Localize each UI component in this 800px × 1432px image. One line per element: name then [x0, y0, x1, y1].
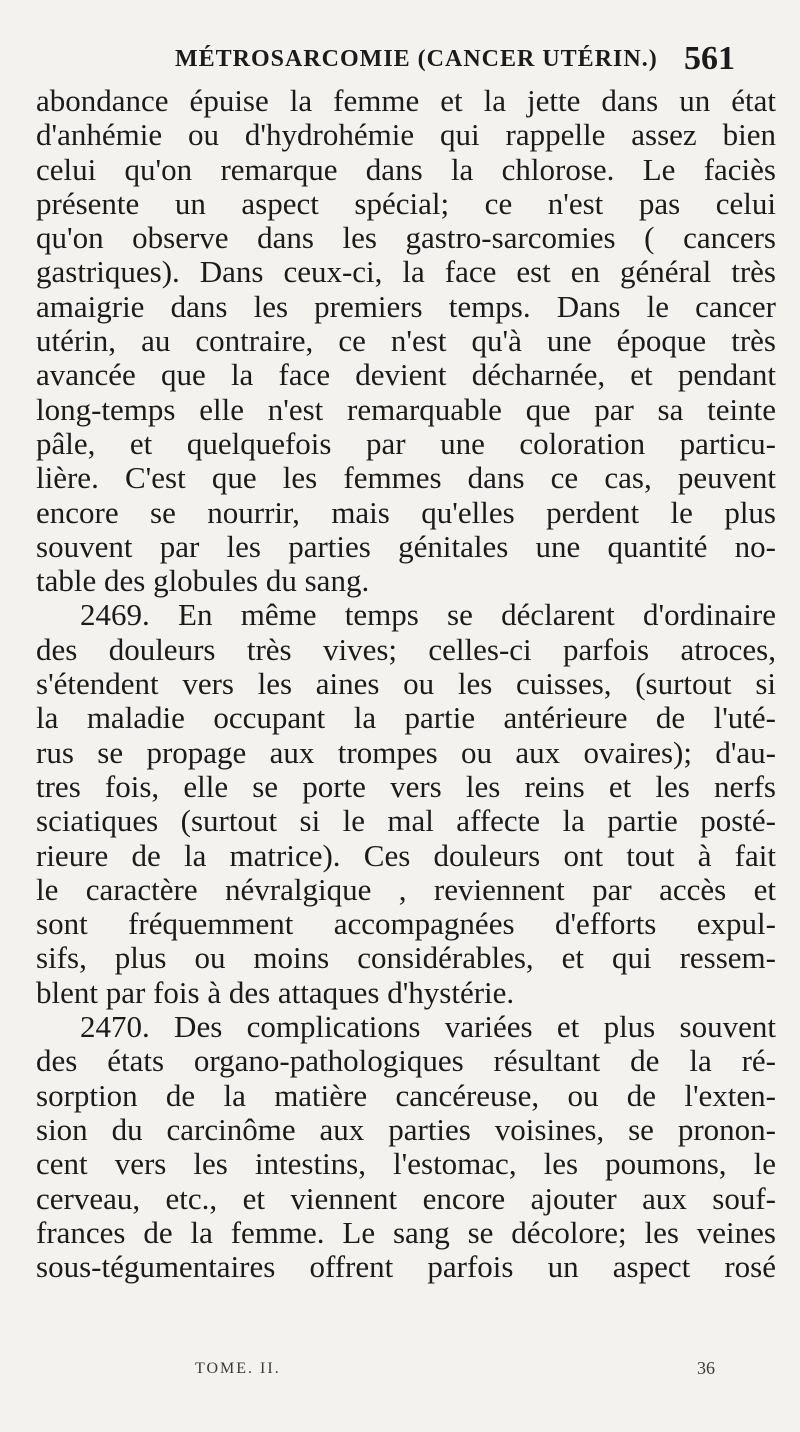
text-line: sorption de la matière cancéreuse, ou de l'exten- — [36, 1078, 776, 1113]
text-line: blent par fois à des attaques d'hystérie. — [36, 975, 515, 1010]
text-line: sont fréquemment accompagnées d'efforts expul- — [36, 907, 776, 942]
text-line: encore se nourrir, mais qu'elles perdent le plus — [36, 495, 776, 530]
paragraph-start-2469: 2469. En même temps se déclarent d'ordinaire — [80, 598, 776, 633]
text-line: sion du carcinôme aux parties voisines, se pronon- — [36, 1112, 776, 1147]
text-line: long-temps elle n'est remarquable que par sa teinte — [36, 392, 776, 427]
running-head — [175, 40, 735, 84]
text-line: rieure de la matrice). Ces douleurs ont tout à fait — [36, 838, 776, 873]
text-line: frances de la femme. Le sang se décolore; les veines — [36, 1215, 776, 1250]
text-line: avancée que la face devient décharnée, et pendant — [36, 358, 776, 393]
text-line: table des globules du sang. — [36, 564, 370, 599]
text-line: celui qu'on remarque dans la chlorose. Le faciès — [36, 152, 776, 187]
text-line: des douleurs très vives; celles-ci parfois atroces, — [36, 632, 776, 667]
text-line: lière. C'est que les femmes dans ce cas, peuvent — [36, 461, 776, 496]
text-line: gastriques). Dans ceux-ci, la face est en général très — [36, 255, 776, 290]
text-line: cent vers les intestins, l'estomac, les poumons, le — [36, 1147, 776, 1182]
text-line: utérin, au contraire, ce n'est qu'à une époque très — [36, 324, 776, 359]
text-line: sciatiques (surtout si le mal affecte la partie posté- — [36, 804, 776, 839]
text-line: abondance épuise la femme et la jette dans un état — [36, 84, 776, 118]
text-line: présente un aspect spécial; ce n'est pas celui — [36, 186, 776, 221]
text-line: tres fois, elle se porte vers les reins et les nerfs — [36, 769, 776, 804]
signature-mark: 36 — [697, 1358, 715, 1378]
page-footer — [195, 1360, 715, 1384]
text-line: qu'on observe dans les gastro-sarcomies ( cancers — [36, 221, 776, 256]
text-line: sous-tégumentaires offrent parfois un aspect rosé — [36, 1250, 776, 1285]
text-line: rus se propage aux trompes ou aux ovaires); d'au- — [36, 735, 776, 770]
text-line: cerveau, etc., et viennent encore ajouter aux souf- — [36, 1181, 776, 1216]
text-line: la maladie occupant la partie antérieure de l'uté- — [36, 701, 776, 736]
text-line: le caractère névralgique , reviennent par accès et — [36, 872, 776, 907]
running-title: MÉTROSARCOMIE (CANCER UTÉRIN.) — [175, 46, 658, 72]
text-line: souvent par les parties génitales une quantité no- — [36, 529, 776, 564]
text-line: amaigrie dans les premiers temps. Dans le cancer — [36, 289, 776, 324]
text-line: pâle, et quelquefois par une coloration particu- — [36, 426, 776, 461]
text-line: des états organo-pathologiques résultant de la ré- — [36, 1044, 776, 1079]
body-text — [36, 84, 776, 1284]
text-line: d'anhémie ou d'hydrohémie qui rappelle assez bien — [36, 118, 776, 153]
page-number: 561 — [684, 40, 735, 77]
paragraph-start-2470: 2470. Des complications variées et plus souvent — [80, 1010, 776, 1045]
volume-label: TOME. II. — [195, 1360, 281, 1377]
text-line: sifs, plus ou moins considérables, et qui ressem- — [36, 941, 776, 976]
text-line: s'étendent vers les aines ou les cuisses, (surtout si — [36, 667, 776, 702]
